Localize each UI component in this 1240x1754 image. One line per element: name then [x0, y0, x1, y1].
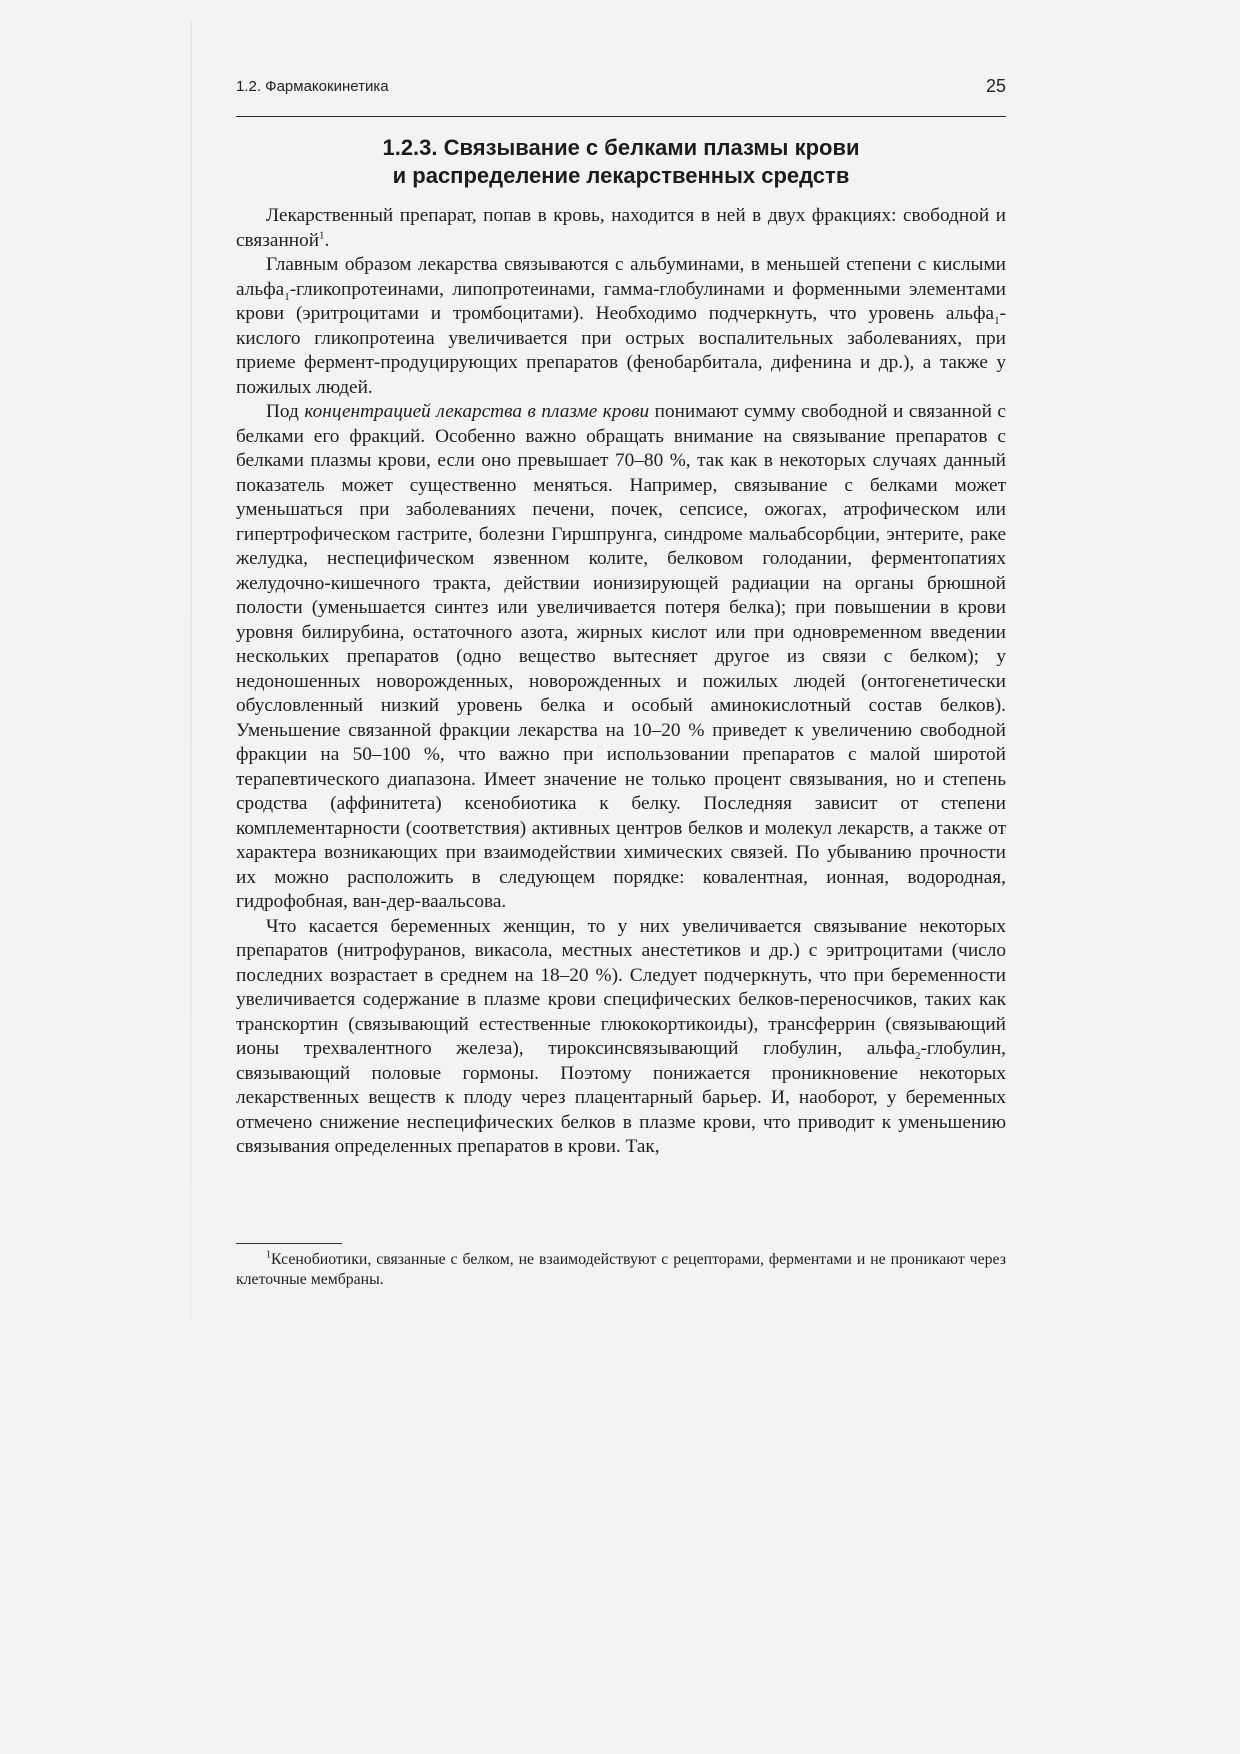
paragraph-3-lead: Под: [266, 401, 299, 422]
section-title: [236, 134, 1006, 190]
paragraph-2-part-1: Главным образом лекарства связываются с альбуминами, в меньшей степени с кислыми альфа: [236, 254, 1006, 300]
italic-term: концентрацией лекарства в плазме крови: [304, 401, 650, 422]
footnote-reference: 1: [319, 229, 325, 242]
paragraph-1-text: Лекарственный препарат, попав в кровь, находится в ней в двух фракциях: свободной и связанной: [236, 205, 1006, 251]
paragraph-4: [236, 915, 1006, 1160]
running-title: 1.2. Фармакокинетика: [236, 78, 389, 95]
footnote-text: Ксенобиотики, связанные с белком, не взаимодействуют с рецепторами, ферментами и не проникают через клеточные мембраны.: [236, 1251, 1006, 1288]
subscript: 1: [994, 314, 1000, 327]
section-title-line-2: и распределение лекарственных средств: [392, 163, 850, 188]
paragraph-2-part-2: -гликопротеинами, липопротеинами, гамма-глобулинами и форменными элементами крови (эритроцитами и тромбоцитами). Необходимо подчеркнуть, что уровень альфа: [236, 278, 1006, 324]
page-number: 25: [985, 76, 1006, 96]
paragraph-2: [236, 253, 1006, 400]
paragraph-1-tail: .: [324, 229, 330, 251]
running-header: [236, 72, 1006, 117]
section-title-line-1: 1.2.3. Связывание с белками плазмы крови: [382, 135, 860, 160]
scan-edge-shadow: [190, 20, 192, 1320]
footnote-divider: [236, 1243, 342, 1244]
paragraph-3: [236, 400, 1006, 915]
subscript: 1: [284, 290, 290, 303]
paragraph-4-part-1: Что касается беременных женщин, то у них увеличивается связывание некоторых препаратов (нитрофуранов, викасола, местных анестетиков и др.) с эритроцитами (число последних возрастает в среднем на 18–20 %). Следует подчеркнуть, что при беременности увеличивается содержание в плазме крови специфических белков-переносчиков, таких как транскортин (связывающий естественные глюкокортикоиды), трансферрин (связывающий ионы трехвалентного железа), тироксинсвязывающий глобулин, альфа: [236, 915, 1006, 1059]
body-text: [236, 204, 1006, 1160]
paragraph-2-part-3: -кислого гликопротеина увеличивается при острых воспалительных заболеваниях, при приеме фермент-продуцирующих препаратов (фенобарбитала, дифенина и др.), а также у пожилых людей.: [236, 303, 1006, 398]
paragraph-4-part-2: -глобулин, связывающий половые гормоны. Поэтому понижается проникновение некоторых лекарственных веществ к плоду через плацентарный барьер. И, наоборот, у беременных отмечено снижение неспецифических белков в плазме крови, что приводит к уменьшению связывания определенных препаратов в крови. Так,: [236, 1038, 1006, 1157]
paragraph-3-text: понимают сумму свободной и связанной с белками его фракций. Особенно важно обращать внимание на связывание препаратов с белками плазмы крови, если оно превышает 70–80 %, так как в некоторых случаях данный показатель может существенно меняться. Например, связывание с белками может уменьшаться при заболеваниях печени, почек, сепсисе, ожогах, атрофическом или гипертрофическом гастрите, болезни Гиршпрунга, синдроме мальабсорбции, энтерите, раке желудка, неспецифическом язвенном колите, белковом голодании, ферментопатиях желудочно-кишечного тракта, действии ионизирующей радиации на органы брюшной полости (уменьшается синтез или увеличивается потеря белка); при повышении в крови уровня билирубина, остаточного азота, жирных кислот или при одновременном введении нескольких препаратов (одно вещество вытесняет другое из связи с белком); у недоношенных новорожденных, новорожденных и пожилых людей (онтогенетически обусловленный низкий уровень белка и особый аминокислотный состав белков). Уменьшение связанной фракции лекарства на 10–20 % приведет к увеличению свободной фракции на 50–100 %, что важно при использовании препаратов с малой широтой терапевтического диапазона. Имеет значение не только процент связывания, но и степень сродства (аффинитета) ксенобиотика к белку. Последняя зависит от степени комплементарности (соответствия) активных центров белков и молекул лекарств, а также от характера возникающих при взаимодействии химических связей. По убыванию прочности их можно расположить в следующем порядке: ковалентная, ионная, водородная, гидрофобная, ван-дер-ваальсова.: [236, 401, 1006, 912]
footnote-marker: 1: [266, 1249, 271, 1261]
subscript: 2: [914, 1049, 921, 1062]
paragraph-1: [236, 204, 1006, 253]
footnote: [236, 1250, 1006, 1290]
